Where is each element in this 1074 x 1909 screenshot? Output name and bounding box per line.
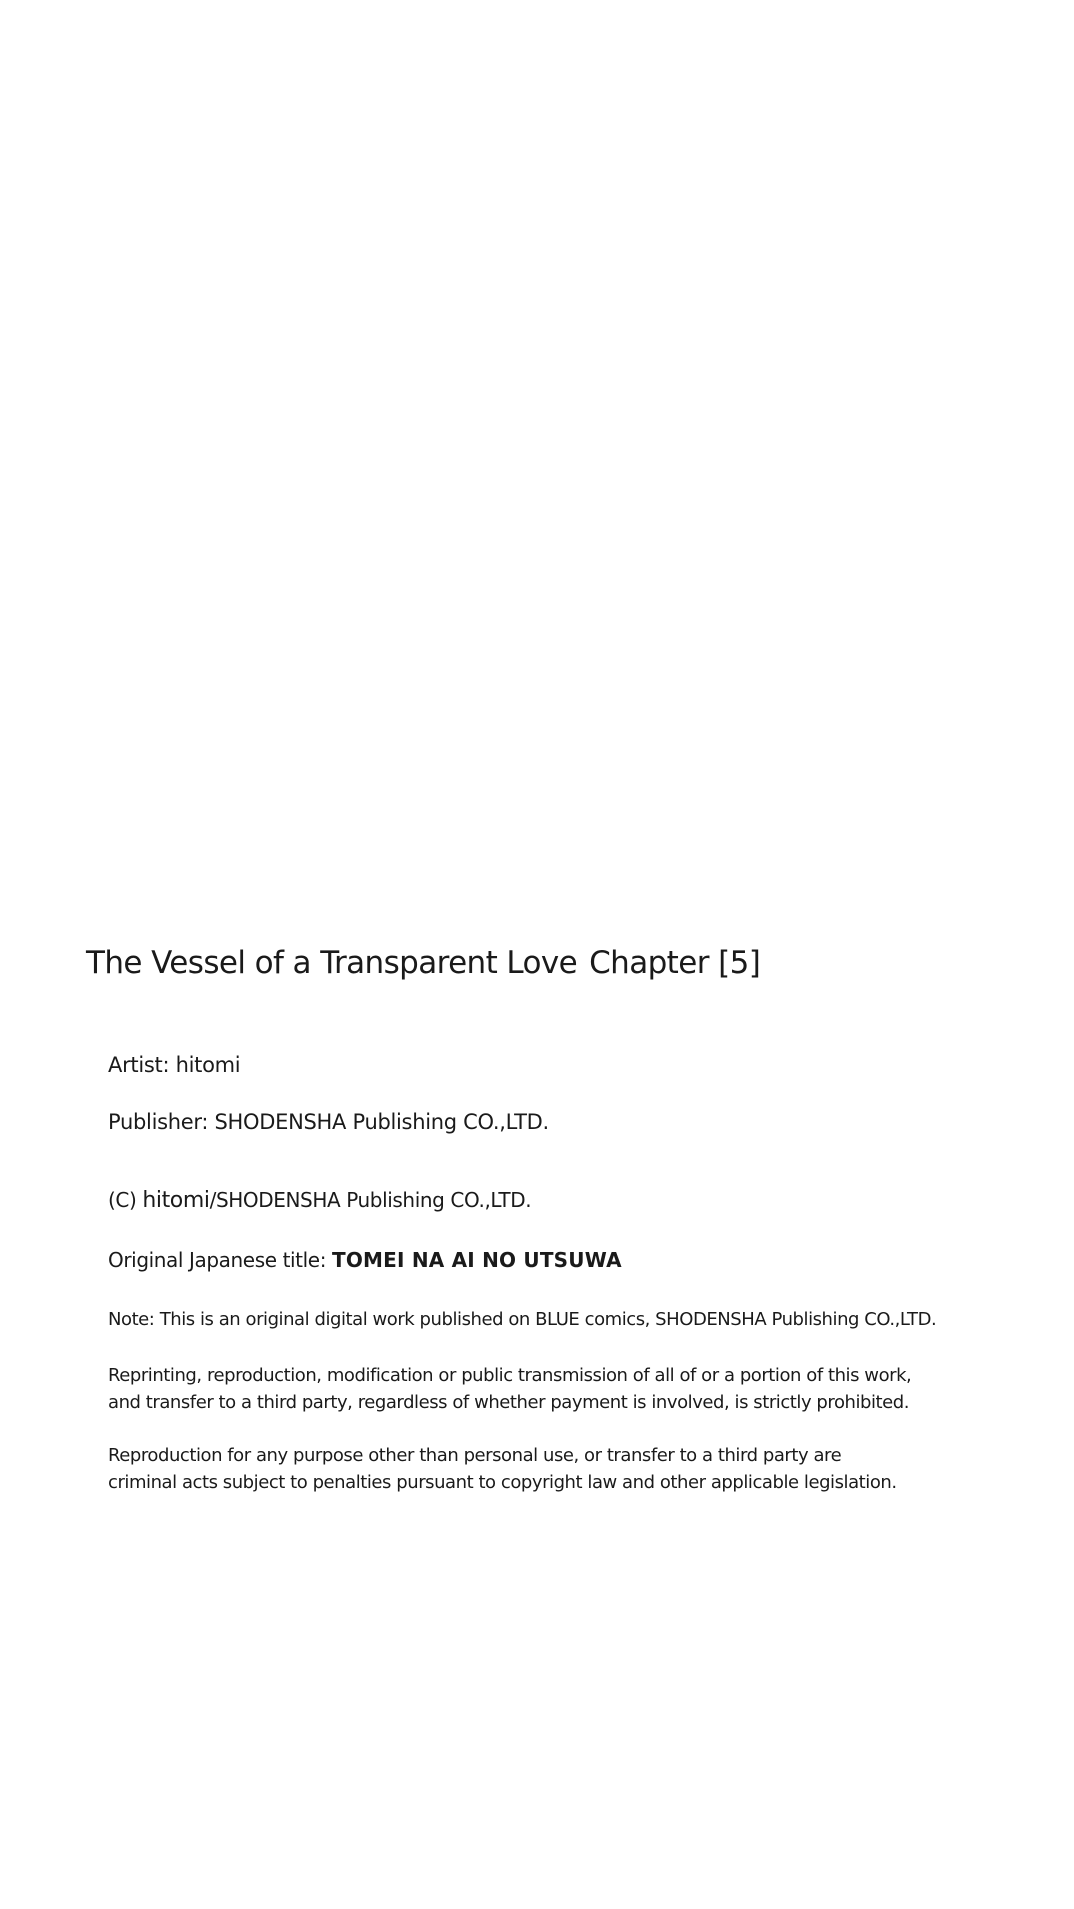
digital-work-note: Note: This is an original digital work published on BLUE comics, SHODENSHA Publishing CO.,LTD. — [108, 1309, 937, 1330]
reproduction-notice-line: Reproduction for any purpose other than personal use, or transfer to a third party are — [108, 1445, 842, 1466]
original-title-label: Original Japanese title: — [108, 1248, 332, 1272]
reprint-notice-line: and transfer to a third party, regardless of whether payment is involved, is strictly prohibited. — [108, 1392, 910, 1413]
publisher-credit: Publisher: SHODENSHA Publishing CO.,LTD. — [108, 1110, 549, 1134]
original-title-line — [108, 1248, 622, 1272]
work-title: The Vessel of a Transparent Love — [86, 945, 578, 981]
reprint-notice — [108, 1362, 911, 1416]
original-title: TOMEI NA AI NO UTSUWA — [332, 1248, 622, 1272]
reprint-notice-line: Reprinting, reproduction, modification or public transmission of all of or a portion of this work, — [108, 1365, 912, 1386]
reproduction-notice — [108, 1442, 897, 1496]
page-title — [86, 945, 760, 981]
copyright-prefix: (C) — [108, 1188, 143, 1212]
copyright-line — [108, 1188, 531, 1213]
copyright-publisher: /SHODENSHA Publishing CO.,LTD. — [209, 1188, 532, 1212]
reproduction-notice-line: criminal acts subject to penalties pursuant to copyright law and other applicable legislation. — [108, 1472, 897, 1493]
artist-credit: Artist: hitomi — [108, 1053, 241, 1077]
chapter-label: Chapter [5] — [589, 945, 761, 981]
copyright-author: hitomi — [142, 1188, 210, 1213]
